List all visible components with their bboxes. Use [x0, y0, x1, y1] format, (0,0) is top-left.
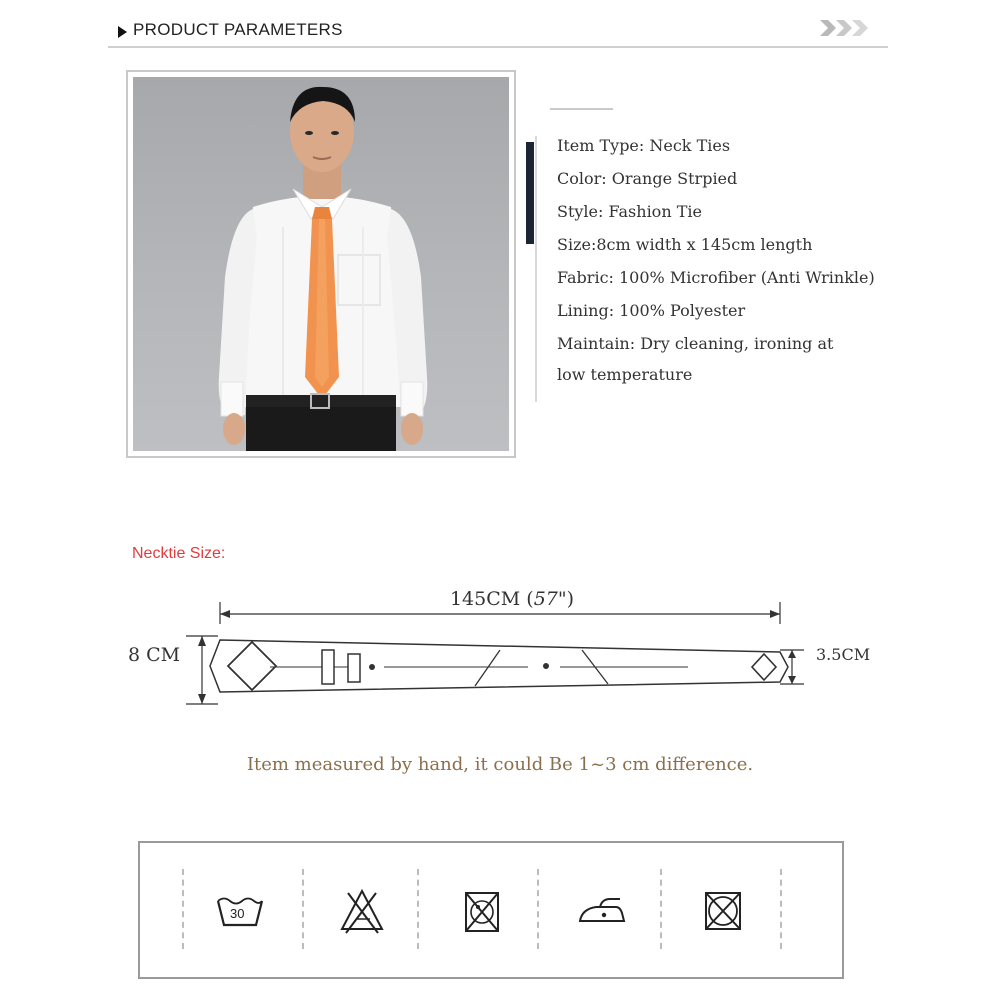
length-label [422, 588, 602, 610]
wash-temperature: 30 [230, 906, 245, 921]
param-style: Style: Fashion Tie [557, 202, 702, 221]
length-value: 145CM ( [449, 588, 534, 610]
param-color: Color: Orange Strpied [557, 169, 738, 188]
care-separator [537, 869, 539, 949]
params-vertical-divider [535, 136, 537, 402]
product-parameters-list [557, 132, 887, 394]
care-separator [302, 869, 304, 949]
product-photo-frame [126, 70, 516, 458]
param-fabric: Fabric: 100% Microfiber (Anti Wrinkle) [557, 268, 875, 287]
tip-width-label: 3.5CM [816, 645, 871, 664]
params-top-divider [550, 108, 613, 110]
model-illustration [133, 77, 509, 451]
section-header [108, 18, 888, 48]
no-dry-clean-icon [698, 887, 750, 937]
play-triangle-icon [118, 26, 127, 38]
care-separator [660, 869, 662, 949]
param-maintain-continued: low temperature [557, 365, 693, 384]
param-size: Size:8cm width x 145cm length [557, 235, 813, 254]
care-separator [780, 869, 782, 949]
width-label: 8 CM [128, 644, 181, 666]
param-item-type: Item Type: Neck Ties [557, 136, 731, 155]
param-maintain: Maintain: Dry cleaning, ironing at [557, 334, 834, 353]
product-photo [133, 77, 509, 451]
necktie-size-diagram [120, 580, 880, 720]
iron-low-icon [576, 887, 628, 937]
necktie-size-label: Necktie Size: [132, 545, 226, 562]
no-tumble-dry-icon [456, 887, 508, 937]
measurement-note: Item measured by hand, it could Be 1~3 cm difference. [246, 754, 754, 775]
care-separator [182, 869, 184, 949]
params-accent-bar [526, 142, 534, 244]
section-title: PRODUCT PARAMETERS [133, 20, 343, 39]
length-inch: 57" [533, 588, 567, 610]
no-bleach-icon [336, 887, 388, 937]
length-close: ) [566, 588, 575, 610]
care-instructions-panel [138, 841, 844, 979]
chevrons-right-icon [820, 18, 876, 38]
care-separator [417, 869, 419, 949]
wash-30-icon [214, 887, 266, 937]
header-divider [108, 46, 888, 48]
param-lining: Lining: 100% Polyester [557, 301, 746, 320]
